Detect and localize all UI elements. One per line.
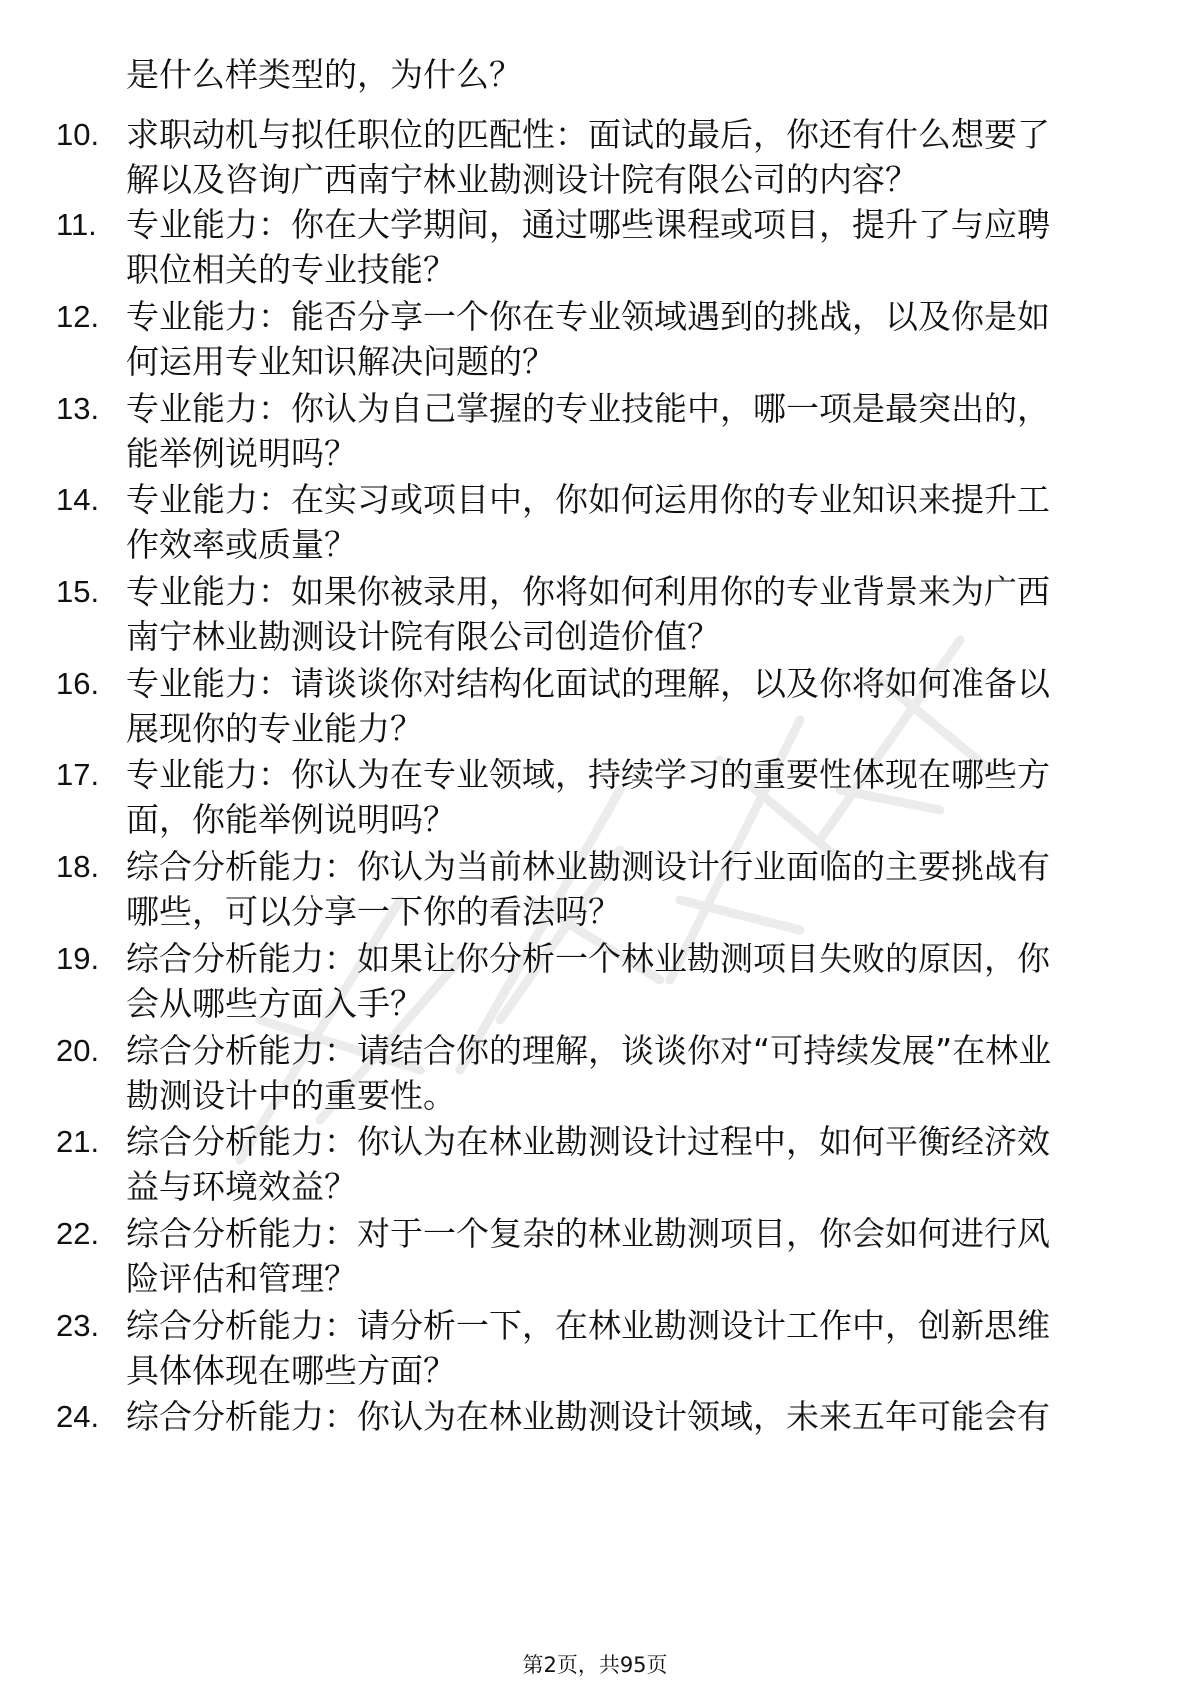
question-item: [0, 659, 1190, 759]
question-item: [0, 1117, 1190, 1217]
question-text-line-1: 综合分析能力：请分析一下，在林业勘测设计工作中，创新思维: [126, 1306, 1050, 1345]
question-item: [0, 1392, 1190, 1492]
continued-question-text: 是什么样类型的，为什么？: [126, 55, 522, 94]
question-text-line-2: 展现你的专业能力？: [126, 709, 423, 748]
question-text-line-1: 求职动机与拟任职位的匹配性：面试的最后，你还有什么想要了: [126, 115, 1050, 154]
question-text-line-2: 职位相关的专业技能？: [126, 250, 456, 289]
question-text-line-1: 综合分析能力：对于一个复杂的林业勘测项目，你会如何进行风: [126, 1214, 1050, 1253]
question-text-line-2: 会从哪些方面入手？: [126, 984, 423, 1023]
question-item: [0, 934, 1190, 1034]
question-number: 24.: [56, 1399, 100, 1434]
question-number: 10.: [56, 117, 100, 152]
question-number: 17.: [56, 757, 100, 792]
question-text-line-2: 具体体现在哪些方面？: [126, 1351, 456, 1390]
question-number: 16.: [56, 666, 100, 701]
question-item: [0, 842, 1190, 942]
question-item: [0, 1301, 1190, 1401]
question-number: 19.: [56, 941, 100, 976]
question-number: 20.: [56, 1033, 100, 1068]
question-text-line-1: 综合分析能力：你认为在林业勘测设计领域，未来五年可能会有: [126, 1397, 1050, 1436]
question-text-line-1: 专业能力：你认为在专业领域，持续学习的重要性体现在哪些方: [126, 755, 1050, 794]
question-item: [0, 567, 1190, 667]
question-text-line-1: 专业能力：请谈谈你对结构化面试的理解，以及你将如何准备以: [126, 664, 1050, 703]
question-text-line-2: 南宁林业勘测设计院有限公司创造价值？: [126, 617, 720, 656]
question-text-line-2: 作效率或质量？: [126, 525, 357, 564]
question-item: [0, 1209, 1190, 1309]
question-number: 23.: [56, 1308, 100, 1343]
question-text-line-1: 专业能力：你在大学期间，通过哪些课程或项目，提升了与应聘: [126, 205, 1050, 244]
question-item: [0, 110, 1190, 210]
question-number: 18.: [56, 849, 100, 884]
question-number: 13.: [56, 391, 100, 426]
question-number: 12.: [56, 299, 100, 334]
question-text-line-1: 综合分析能力：你认为当前林业勘测设计行业面临的主要挑战有: [126, 847, 1050, 886]
question-text-line-2: 哪些，可以分享一下你的看法吗？: [126, 892, 621, 931]
question-number: 11.: [56, 207, 97, 242]
question-text-line-2: 勘测设计中的重要性。: [126, 1076, 456, 1115]
question-text-line-1: 综合分析能力：请结合你的理解，谈谈你对“可持续发展”在林业: [126, 1031, 1052, 1070]
question-number: 21.: [56, 1124, 100, 1159]
question-item: [0, 200, 1190, 300]
question-item: [0, 750, 1190, 850]
question-text-line-1: 专业能力：在实习或项目中，你如何运用你的专业知识来提升工: [126, 480, 1050, 519]
question-item: [0, 1026, 1190, 1126]
question-number: 14.: [56, 482, 100, 517]
question-item: [0, 475, 1190, 575]
question-text-line-1: 综合分析能力：你认为在林业勘测设计过程中，如何平衡经济效: [126, 1122, 1050, 1161]
question-text-line-2: 解以及咨询广西南宁林业勘测设计院有限公司的内容？: [126, 160, 918, 199]
question-text-line-2: 何运用专业知识解决问题的？: [126, 342, 555, 381]
page-footer: [0, 1652, 1190, 1678]
question-text-line-2: 面，你能举例说明吗？: [126, 800, 456, 839]
question-text-line-2: 益与环境效益？: [126, 1167, 357, 1206]
question-number: 15.: [56, 574, 100, 609]
question-text-line-1: 综合分析能力：如果让你分析一个林业勘测项目失败的原因，你: [126, 939, 1050, 978]
question-number: 22.: [56, 1216, 100, 1251]
question-text-line-1: 专业能力：你认为自己掌握的专业技能中，哪一项是最突出的，: [126, 389, 1050, 428]
question-item: [0, 384, 1190, 484]
question-text-line-2: 能举例说明吗？: [126, 434, 357, 473]
question-item: [0, 292, 1190, 392]
question-text-line-1: 专业能力：如果你被录用，你将如何利用你的专业背景来为广西: [126, 572, 1050, 611]
question-text-line-2: 险评估和管理？: [126, 1259, 357, 1298]
question-text-line-1: 专业能力：能否分享一个你在专业领域遇到的挑战，以及你是如: [126, 297, 1050, 336]
page-number-label: 第2页，共95页: [522, 1653, 668, 1677]
